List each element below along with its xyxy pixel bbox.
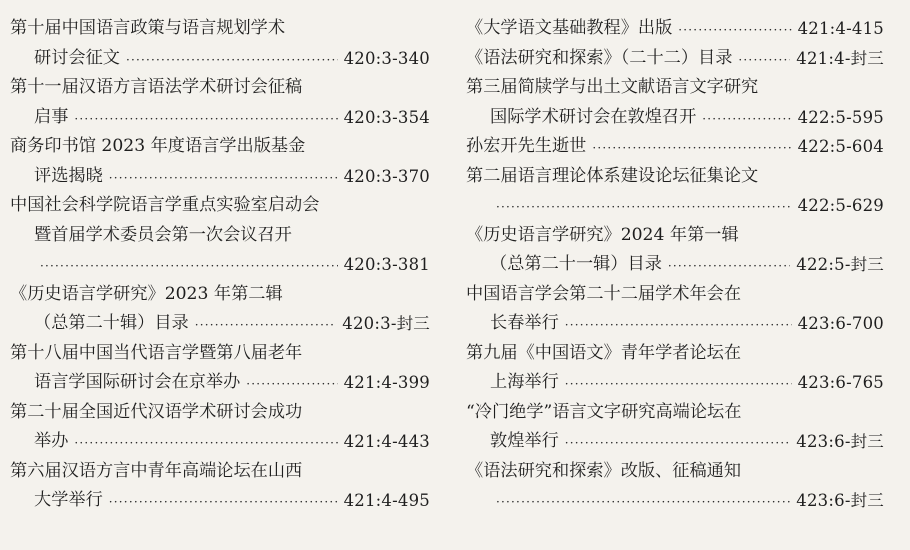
index-entry [466,73,884,132]
entry-text: 长春举行 [490,313,559,333]
page-reference: 421:4-封三 [796,48,884,68]
dot-leader [126,46,338,76]
entry-title-line [466,73,884,103]
entry-title-line [466,221,884,251]
entry-continuation-line [10,250,430,280]
entry-text: 大学举行 [34,490,103,510]
entry-text: （总第二十辑）目录 [34,313,189,333]
page-reference: 420:3-354 [343,107,430,127]
page-reference: 423:6-封三 [796,491,884,510]
entry-text: 第六届汉语方言中青年高端论坛在山西 [10,460,303,481]
page-reference: 423:6-765 [797,373,884,392]
index-entry [466,457,884,516]
entry-text: 第三届简牍学与出土文献语言文字研究 [466,77,759,97]
dot-leader [668,252,790,282]
entry-continuation-line [10,44,430,74]
entry-continuation-line [466,103,884,133]
page-reference: 420:3-370 [343,166,430,186]
dot-leader [592,134,791,164]
page-reference: 421:4-443 [343,432,430,451]
index-entry [466,44,884,74]
entry-text: 《历史语言学研究》2024 年第一辑 [466,224,739,245]
entry-continuation-line [10,309,430,339]
dot-leader [678,16,791,46]
entry-text: 中国社会科学院语言学重点实验室启动会 [10,195,320,215]
entry-title-line [466,14,884,44]
entry-text: （总第二十一辑）目录 [490,254,662,274]
entry-continuation-line [10,103,430,133]
entry-text: 第十八届中国当代语言学暨第八届老年 [10,342,303,363]
entry-text: “冷门绝学”语言文字研究高端论坛在 [466,401,742,422]
entry-text: 《语法研究和探索》改版、征稿通知 [466,460,742,481]
page-reference: 423:6-封三 [796,432,884,451]
entry-continuation-line [466,309,884,339]
dot-leader [246,370,337,400]
index-entry [10,457,430,516]
index-entry [10,132,430,191]
entry-text: 评选揭晓 [34,165,103,186]
entry-continuation-line [466,191,884,221]
page-reference: 420:3-封三 [342,314,430,333]
entry-title-line [10,457,430,487]
dot-leader [738,46,790,76]
entry-text: 研讨会征文 [34,47,120,68]
index-entry [466,398,884,457]
index-entry [10,280,430,339]
entry-text: 第十届中国语言政策与语言规划学术 [10,18,286,38]
page-reference: 421:4-399 [343,373,430,392]
entry-text: 暨首届学术委员会第一次会议召开 [34,224,292,245]
entry-title-line [466,280,884,310]
page-reference: 420:3-381 [343,255,430,274]
index-entry [10,73,430,132]
dot-leader [496,488,790,518]
entry-text: 《大学语文基础教程》出版 [466,18,673,38]
entry-title-line [10,73,430,103]
entry-text: 国际学术研讨会在敦煌召开 [490,106,697,127]
entry-title-line [466,44,884,74]
page-reference: 422:5-629 [797,196,884,215]
entry-continuation-line [10,221,430,251]
dot-leader [109,488,338,518]
entry-title-line [10,339,430,369]
entry-title-line [10,280,430,310]
page-reference: 422:5-604 [797,137,884,156]
dot-leader [702,105,791,135]
entry-text: 商务印书馆 2023 年度语言学出版基金 [10,136,306,156]
page-reference: 423:6-700 [797,314,884,333]
entry-continuation-line [10,368,430,398]
page-reference: 420:3-340 [343,48,430,68]
index-entry [466,162,884,221]
entry-continuation-line [466,427,884,457]
index-entry [10,398,430,457]
entry-title-line [466,162,884,192]
entry-title-line [466,339,884,369]
entry-continuation-line [10,427,430,457]
entry-title-line [10,191,430,221]
entry-title-line [10,132,430,162]
entry-text: 第二十届全国近代汉语学术研讨会成功 [10,401,303,422]
page-reference: 421:4-495 [343,491,430,510]
index-entry [10,339,430,398]
right-column [466,14,884,516]
entry-text: 语言学国际研讨会在京举办 [34,372,241,392]
dot-leader [74,105,337,135]
dot-leader [565,429,791,459]
entry-continuation-line [466,250,884,280]
index-entry [466,339,884,398]
entry-continuation-line [10,486,430,516]
index-entry [466,14,884,44]
dot-leader [565,370,792,400]
dot-leader [74,429,337,459]
entry-text: 启事 [34,106,69,127]
entry-text: 敦煌举行 [490,431,559,451]
dot-leader [565,311,792,341]
entry-text: 第二届语言理论体系建设论坛征集论文 [466,165,759,186]
left-column [10,14,430,516]
entry-continuation-line [466,368,884,398]
entry-text: 上海举行 [490,372,559,392]
entry-continuation-line [466,486,884,516]
dot-leader [496,193,792,223]
entry-text: 第九届《中国语文》青年学者论坛在 [466,342,742,363]
entry-text: 第十一届汉语方言语法学术研讨会征稿 [10,77,303,97]
page-reference: 421:4-415 [797,19,884,38]
page-reference: 422:5-595 [797,107,884,127]
entry-title-line [10,14,430,44]
dot-leader [40,252,338,282]
entry-text: 《历史语言学研究》2023 年第二辑 [10,283,283,304]
index-entry [466,280,884,339]
entry-text: 中国语言学会第二十二届学术年会在 [466,283,742,304]
entry-title-line [466,398,884,428]
entry-text: 孙宏开先生逝世 [466,136,587,156]
index-entry [10,14,430,73]
entry-title-line [10,398,430,428]
dot-leader [195,311,337,341]
entry-text: 《语法研究和探索》（二十二）目录 [466,47,733,68]
index-entry [466,221,884,280]
page-reference: 422:5-封三 [796,255,884,274]
entry-text: 举办 [34,431,69,451]
entry-continuation-line [10,162,430,192]
dot-leader [109,164,338,194]
entry-title-line [466,457,884,487]
index-entry [466,132,884,162]
index-entry [10,191,430,280]
entry-title-line [466,132,884,162]
